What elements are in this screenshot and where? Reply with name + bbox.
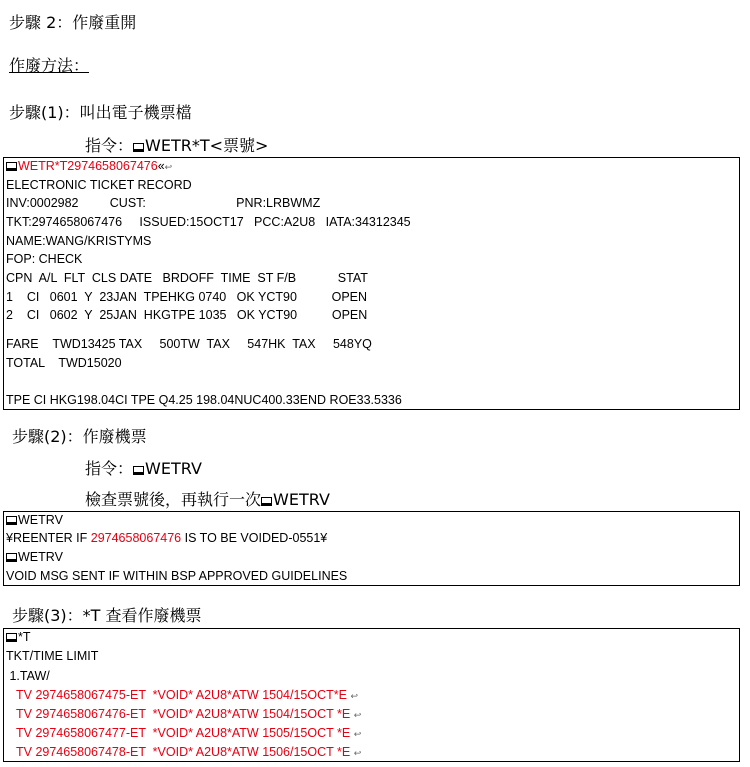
reenter-prefix: ¥REENTER IF [6,531,91,545]
void-command-box [3,511,740,586]
terminal-icon [6,553,17,562]
reenter-suffix: IS TO BE VOIDED-0551¥ [181,531,328,545]
void-row [16,744,361,761]
box2-command1-text: WETRV [18,513,63,527]
reenter-ticket: 2974658067476 [90,531,182,545]
void-row-text: TV 2974658067478-ET *VOID* A2U8*ATW 1506/15OCT *E [16,745,351,759]
command2-value: WETRV [145,459,202,478]
step3-heading: 步驟(3)：*T 查看作廢機票 [12,606,202,625]
box1-line: NAME:WANG/KRISTYMS [6,234,152,248]
box1-line: CPN A/L FLT CLS DATE BRDOFF TIME ST F/B STAT [6,271,368,285]
box1-command-line [6,158,172,175]
check-instruction [85,487,330,510]
terminal-icon [261,497,272,506]
void-row-text: TV 2974658067476-ET *VOID* A2U8*ATW 1504/15OCT *E [16,707,351,721]
command1-value: WETR*T<票號> [145,136,269,155]
void-row [16,725,361,742]
box1-command: WETR*T2974658067476 [18,159,158,173]
method-heading: 作廢方法： [9,56,90,75]
box1-line: 1 CI 0601 Y 23JAN TPEHKG 0740 OK YCT90 OPEN [6,290,368,304]
box1-line: TPE CI HKG198.04CI TPE Q4.25 198.04NUC400.33END ROE33.5336 [6,393,402,407]
box1-line: TKT:2974658067476 ISSUED:15OCT17 PCC:A2U8 IATA:34312345 [6,215,411,229]
box1-command-suffix: « [157,159,165,173]
void-row-text: TV 2974658067475-ET *VOID* A2U8*ATW 1504/15OCT*E [16,688,347,702]
command1-label: 指令： [85,136,134,155]
void-row [16,687,358,704]
box2-command1 [6,512,63,528]
ticket-record-box [3,157,740,410]
return-icon: ↩ [353,748,362,758]
box2-message: VOID MSG SENT IF WITHIN BSP APPROVED GUIDELINES [6,569,348,583]
terminal-icon [133,466,144,475]
box1-line: INV:0002982 CUST: PNR:LRBWMZ [6,196,321,210]
box2-reenter-line [6,530,327,546]
box2-command2 [6,549,63,565]
box3-command [6,629,31,645]
terminal-icon [133,143,144,152]
box1-line: FARE TWD13425 TAX 500TW TAX 547HK TAX 548YQ [6,337,372,351]
return-icon: ↩ [353,729,362,739]
box2-command2-text: WETRV [18,550,63,564]
check-label: 檢查票號後，再執行一次 [85,490,262,509]
step1-heading: 步驟(1)：叫出電子機票檔 [9,103,192,122]
box1-line: TOTAL TWD15020 [6,356,122,370]
box3-line: TKT/TIME LIMIT [6,649,99,663]
command1 [85,133,268,156]
terminal-icon [6,516,17,525]
step1b-heading: 步驟(2)：作廢機票 [12,427,147,446]
box3-command-text: *T [18,630,31,644]
return-icon: ↩ [164,162,173,172]
void-row-text: TV 2974658067477-ET *VOID* A2U8*ATW 1505/15OCT *E [16,726,351,740]
terminal-icon [6,633,17,642]
terminal-icon [6,162,17,171]
box1-line: 2 CI 0602 Y 25JAN HKGTPE 1035 OK YCT90 OPEN [6,308,368,322]
step2-heading: 步驟 2：作廢重開 [9,13,137,32]
void-list-box [3,628,740,762]
return-icon: ↩ [353,710,362,720]
box1-line: ELECTRONIC TICKET RECORD [6,178,192,192]
void-row [16,706,361,723]
command2 [85,456,202,479]
check-value: WETRV [273,490,330,509]
box3-line: 1.TAW/ [6,669,50,683]
box1-line: FOP: CHECK [6,252,83,266]
command2-label: 指令： [85,459,134,478]
return-icon: ↩ [350,691,359,701]
